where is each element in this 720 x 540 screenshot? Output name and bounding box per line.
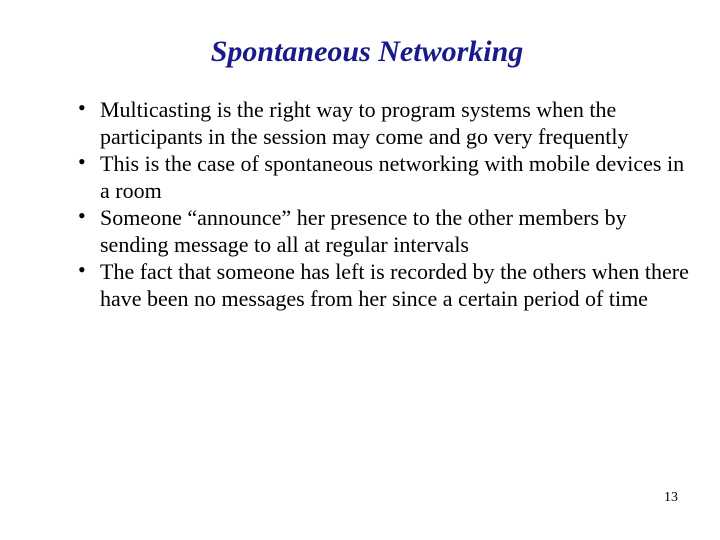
bullet-icon: • (78, 95, 86, 120)
bullet-text: Someone “announce” her presence to the other members by sending message to all at regular intervals (100, 205, 627, 257)
bullet-item (78, 150, 698, 204)
bullet-item (78, 258, 698, 312)
bullet-icon: • (78, 257, 86, 282)
page-number: 13 (664, 490, 678, 505)
bullet-text: Multicasting is the right way to program systems when the participants in the session may come and go very frequently (100, 97, 629, 149)
bullet-item (78, 96, 698, 150)
bullet-icon: • (78, 149, 86, 174)
bullet-text: The fact that someone has left is recorded by the others when there have been no messages from her since a certain period of time (100, 259, 689, 311)
bullet-icon: • (78, 203, 86, 228)
bullet-item (78, 204, 698, 258)
slide-title: Spontaneous Networking (210, 35, 524, 68)
bullet-text: This is the case of spontaneous networking with mobile devices in a room (100, 151, 685, 203)
bullet-list (78, 96, 698, 312)
